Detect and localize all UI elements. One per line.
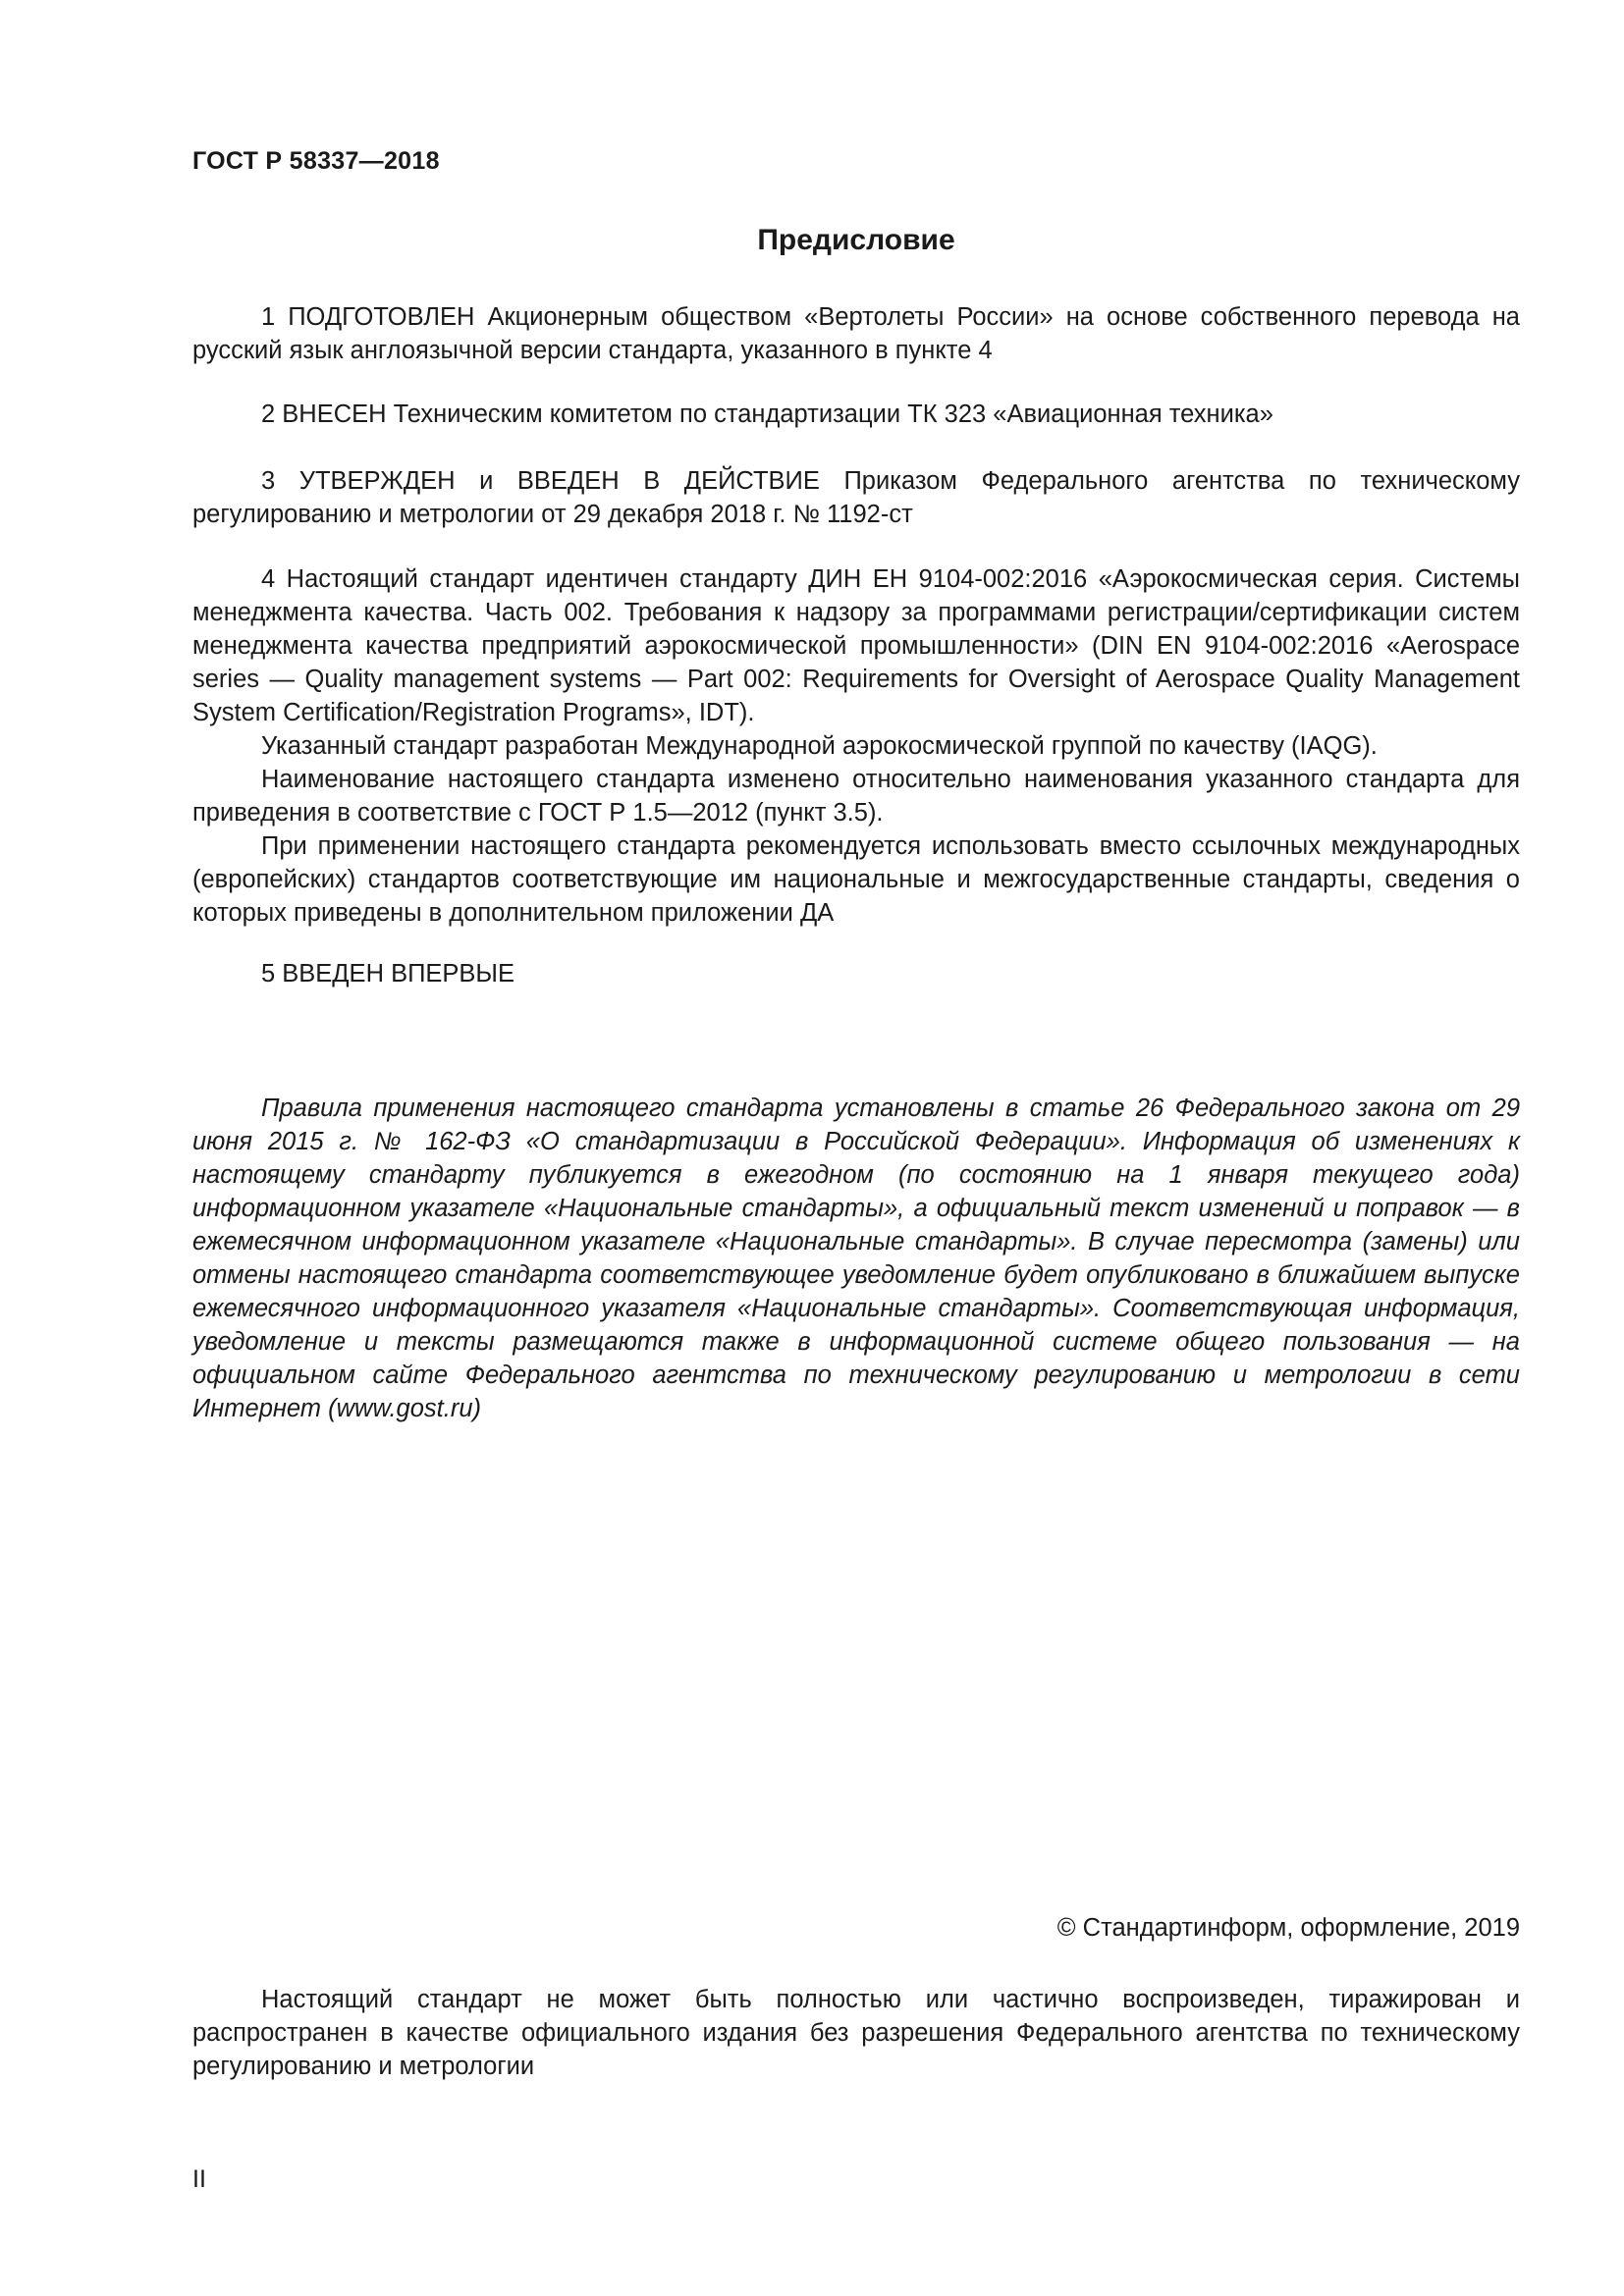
item-text: 2 ВНЕСЕН Техническим комитетом по стандартизации ТК 323 «Авиационная техника» xyxy=(261,400,1273,428)
rules-note xyxy=(192,1092,1520,1425)
foreword-item-2 xyxy=(192,398,1520,431)
item-paragraph: Указанный стандарт разработан Международной аэрокосмической группой по качеству (IAQG). xyxy=(261,732,1378,760)
foreword-item-5 xyxy=(192,957,1520,990)
rules-note-text: Правила применения настоящего стандарта установлены в статье 26 Федерального закона от 29 июня 2015 г. № 162-ФЗ «О стандартизации в Российской Федерации». Информация об изменениях к настоящему стандарту публикуется в ежегодном (по состоянию на 1 января текущего года) информационном указателе «Национальные стандарты», а официальный текст изменений и поправок — в ежемесячном информационном указателе «Национальные стандарты». В случае пересмотра (замены) или отмены настоящего стандарта соответствующее уведомление будет опубликовано в ближайшем выпуске ежемесячного информационного указателя «Национальные стандарты». Соответствующая информация, уведомление и тексты размещаются также в информационной системе общего пользования — на официальном сайте Федерального агентства по техническому регулированию и метрологии в сети Интернет (www.gost.ru) xyxy=(192,1095,1520,1422)
item-paragraph: Наименование настоящего стандарта изменено относительно наименования указанного стандарта для приведения в соответствие с ГОСТ Р 1.5—2012 (пункт 3.5). xyxy=(192,766,1520,827)
item-text: 1 ПОДГОТОВЛЕН Акционерным обществом «Вертолеты России» на основе собственного перевода на русский язык англоязычной версии стандарта, указанного в пункте 4 xyxy=(192,303,1520,364)
item-text: 3 УТВЕРЖДЕН и ВВЕДЕН В ДЕЙСТВИЕ Приказом Федерального агентства по техническому регулированию и метрологии от 29 декабря 2018 г. № 1192-ст xyxy=(192,467,1520,528)
foreword-item-3 xyxy=(192,464,1520,531)
page-title: Предисловие xyxy=(757,224,955,256)
foreword-item-1 xyxy=(192,300,1520,367)
item-text: 4 Настоящий стандарт идентичен стандарту ДИН ЕН 9104-002:2016 «Аэрокосмическая серия. Системы менеджмента качества. Часть 002. Требования к надзору за программами регистрации/сертификации систем менеджмента качества предприятий аэрокосмической промышленности» (DIN EN 9104-002:2016 «Aerospace series — Quality management systems — Part 002: Requirements for Oversight of Aerospace Quality Management System Certification/Registration Programs», IDT). xyxy=(192,565,1520,726)
document-code: ГОСТ Р 58337—2018 xyxy=(192,147,440,175)
reproduction-notice-text: Настоящий стандарт не может быть полностью или частично воспроизведен, тиражирован и распространен в качестве официального издания без разрешения Федерального агентства по техническому регулированию и метрологии xyxy=(192,1986,1520,2080)
item-text: 5 ВВЕДЕН ВПЕРВЫЕ xyxy=(261,960,515,988)
item-paragraph: При применении настоящего стандарта рекомендуется использовать вместо ссылочных международных (европейских) стандартов соответствующие им национальные и межгосударственные стандарты, сведения о которых приведены в дополнительном приложении ДА xyxy=(192,832,1520,927)
foreword-item-4 xyxy=(192,562,1520,930)
page-number: II xyxy=(192,2165,206,2193)
copyright-line: © Стандартинформ, оформление, 2019 xyxy=(1056,1914,1520,1942)
reproduction-notice xyxy=(192,1983,1520,2083)
